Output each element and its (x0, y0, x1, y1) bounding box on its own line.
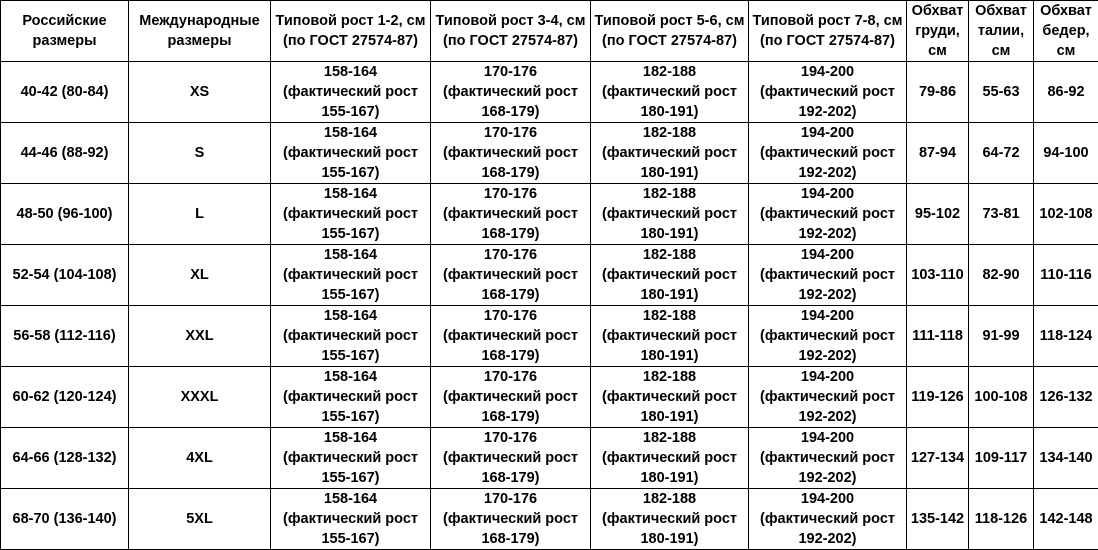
international-size-cell: XL (129, 245, 271, 306)
russian-size-cell: 40-42 (80-84) (1, 62, 129, 123)
cell-line: 180-191) (593, 407, 746, 427)
height-3-4-cell (431, 62, 591, 123)
header-height-1-2 (271, 1, 431, 62)
russian-size-cell: 64-66 (128-132) (1, 428, 129, 489)
header-line: груди, (909, 21, 966, 41)
header-line: Типовой рост 7-8, см (751, 11, 904, 31)
cell-line: 155-167) (273, 285, 428, 305)
international-size-cell: 4XL (129, 428, 271, 489)
cell-line: 180-191) (593, 346, 746, 366)
header-row (1, 1, 1098, 62)
cell-line: 155-167) (273, 224, 428, 244)
hip-girth-cell: 102-108 (1034, 184, 1098, 245)
header-line: Типовой рост 3-4, см (433, 11, 588, 31)
cell-line: 155-167) (273, 346, 428, 366)
international-size-cell: XXL (129, 306, 271, 367)
cell-line: 170-176 (433, 123, 588, 143)
hip-girth-cell: 94-100 (1034, 123, 1098, 184)
header-height-3-4 (431, 1, 591, 62)
header-line: Обхват (909, 1, 966, 21)
cell-line: 194-200 (751, 367, 904, 387)
cell-line: (фактический рост (751, 326, 904, 346)
header-international-sizes (129, 1, 271, 62)
header-height-5-6 (591, 1, 749, 62)
cell-line: 168-179) (433, 285, 588, 305)
cell-line: 158-164 (273, 245, 428, 265)
cell-line: (фактический рост (273, 509, 428, 529)
cell-line: 158-164 (273, 184, 428, 204)
cell-line: 155-167) (273, 407, 428, 427)
table-header (1, 1, 1098, 62)
height-1-2-cell (271, 62, 431, 123)
cell-line: (фактический рост (433, 387, 588, 407)
cell-line: (фактический рост (273, 143, 428, 163)
russian-size-cell: 48-50 (96-100) (1, 184, 129, 245)
chest-girth-cell: 135-142 (907, 489, 969, 550)
cell-line: 182-188 (593, 428, 746, 448)
cell-line: (фактический рост (593, 265, 746, 285)
height-3-4-cell (431, 123, 591, 184)
cell-line: 155-167) (273, 468, 428, 488)
cell-line: 180-191) (593, 529, 746, 549)
header-line: (по ГОСТ 27574-87) (273, 31, 428, 51)
table-row (1, 306, 1098, 367)
height-1-2-cell (271, 123, 431, 184)
height-1-2-cell (271, 306, 431, 367)
header-line: размеры (131, 31, 268, 51)
cell-line: 192-202) (751, 468, 904, 488)
cell-line: (фактический рост (751, 387, 904, 407)
height-3-4-cell (431, 306, 591, 367)
table-row (1, 489, 1098, 550)
cell-line: 192-202) (751, 102, 904, 122)
cell-line: (фактический рост (433, 448, 588, 468)
cell-line: 170-176 (433, 489, 588, 509)
cell-line: (фактический рост (433, 326, 588, 346)
russian-size-cell: 60-62 (120-124) (1, 367, 129, 428)
chest-girth-cell: 103-110 (907, 245, 969, 306)
height-5-6-cell (591, 306, 749, 367)
height-1-2-cell (271, 245, 431, 306)
height-3-4-cell (431, 245, 591, 306)
cell-line: 192-202) (751, 285, 904, 305)
cell-line: 170-176 (433, 62, 588, 82)
height-7-8-cell (749, 428, 907, 489)
cell-line: 170-176 (433, 245, 588, 265)
header-hip-girth (1034, 1, 1098, 62)
header-line: размеры (3, 31, 126, 51)
height-5-6-cell (591, 123, 749, 184)
cell-line: 194-200 (751, 62, 904, 82)
cell-line: (фактический рост (433, 265, 588, 285)
height-7-8-cell (749, 62, 907, 123)
cell-line: 158-164 (273, 306, 428, 326)
cell-line: (фактический рост (751, 509, 904, 529)
russian-size-cell: 56-58 (112-116) (1, 306, 129, 367)
header-line: бедер, (1036, 21, 1096, 41)
cell-line: 180-191) (593, 163, 746, 183)
russian-size-cell: 52-54 (104-108) (1, 245, 129, 306)
cell-line: (фактический рост (751, 204, 904, 224)
cell-line: 182-188 (593, 306, 746, 326)
cell-line: 168-179) (433, 346, 588, 366)
hip-girth-cell: 126-132 (1034, 367, 1098, 428)
cell-line: 182-188 (593, 62, 746, 82)
cell-line: 180-191) (593, 285, 746, 305)
header-russian-sizes (1, 1, 129, 62)
cell-line: (фактический рост (273, 448, 428, 468)
cell-line: (фактический рост (273, 265, 428, 285)
cell-line: 158-164 (273, 489, 428, 509)
cell-line: (фактический рост (751, 448, 904, 468)
international-size-cell: S (129, 123, 271, 184)
hip-girth-cell: 118-124 (1034, 306, 1098, 367)
cell-line: 182-188 (593, 184, 746, 204)
height-7-8-cell (749, 184, 907, 245)
cell-line: (фактический рост (273, 387, 428, 407)
cell-line: 194-200 (751, 184, 904, 204)
height-3-4-cell (431, 184, 591, 245)
waist-girth-cell: 109-117 (969, 428, 1034, 489)
cell-line: 194-200 (751, 428, 904, 448)
table-row (1, 123, 1098, 184)
russian-size-cell: 44-46 (88-92) (1, 123, 129, 184)
cell-line: (фактический рост (433, 82, 588, 102)
cell-line: 170-176 (433, 367, 588, 387)
cell-line: (фактический рост (751, 265, 904, 285)
cell-line: 182-188 (593, 123, 746, 143)
cell-line: 182-188 (593, 245, 746, 265)
height-7-8-cell (749, 306, 907, 367)
waist-girth-cell: 82-90 (969, 245, 1034, 306)
cell-line: 194-200 (751, 489, 904, 509)
chest-girth-cell: 87-94 (907, 123, 969, 184)
height-7-8-cell (749, 245, 907, 306)
cell-line: 192-202) (751, 163, 904, 183)
waist-girth-cell: 73-81 (969, 184, 1034, 245)
international-size-cell: XXXL (129, 367, 271, 428)
cell-line: 180-191) (593, 224, 746, 244)
international-size-cell: 5XL (129, 489, 271, 550)
cell-line: (фактический рост (593, 387, 746, 407)
height-1-2-cell (271, 428, 431, 489)
table-row (1, 245, 1098, 306)
cell-line: 158-164 (273, 367, 428, 387)
cell-line: 168-179) (433, 407, 588, 427)
cell-line: 182-188 (593, 367, 746, 387)
height-5-6-cell (591, 428, 749, 489)
height-7-8-cell (749, 367, 907, 428)
cell-line: (фактический рост (433, 509, 588, 529)
table-row (1, 428, 1098, 489)
cell-line: 192-202) (751, 224, 904, 244)
height-5-6-cell (591, 245, 749, 306)
cell-line: (фактический рост (751, 143, 904, 163)
header-line: Международные (131, 11, 268, 31)
height-5-6-cell (591, 62, 749, 123)
cell-line: (фактический рост (593, 204, 746, 224)
cell-line: 194-200 (751, 306, 904, 326)
cell-line: (фактический рост (593, 326, 746, 346)
cell-line: 170-176 (433, 306, 588, 326)
header-line: Типовой рост 1-2, см (273, 11, 428, 31)
cell-line: 158-164 (273, 62, 428, 82)
cell-line: 168-179) (433, 163, 588, 183)
cell-line: 168-179) (433, 224, 588, 244)
russian-size-cell: 68-70 (136-140) (1, 489, 129, 550)
cell-line: (фактический рост (433, 143, 588, 163)
header-line: Обхват (971, 1, 1031, 21)
cell-line: 170-176 (433, 184, 588, 204)
header-chest-girth (907, 1, 969, 62)
cell-line: (фактический рост (273, 204, 428, 224)
cell-line: (фактический рост (273, 82, 428, 102)
cell-line: 180-191) (593, 468, 746, 488)
international-size-cell: XS (129, 62, 271, 123)
header-line: см (1036, 41, 1096, 61)
header-line: талии, (971, 21, 1031, 41)
waist-girth-cell: 64-72 (969, 123, 1034, 184)
hip-girth-cell: 86-92 (1034, 62, 1098, 123)
height-5-6-cell (591, 489, 749, 550)
header-waist-girth (969, 1, 1034, 62)
height-7-8-cell (749, 123, 907, 184)
header-line: (по ГОСТ 27574-87) (433, 31, 588, 51)
cell-line: 192-202) (751, 407, 904, 427)
height-3-4-cell (431, 489, 591, 550)
cell-line: 168-179) (433, 529, 588, 549)
cell-line: 192-202) (751, 346, 904, 366)
chest-girth-cell: 127-134 (907, 428, 969, 489)
cell-line: (фактический рост (273, 326, 428, 346)
cell-line: 158-164 (273, 123, 428, 143)
hip-girth-cell: 134-140 (1034, 428, 1098, 489)
cell-line: 194-200 (751, 123, 904, 143)
cell-line: 194-200 (751, 245, 904, 265)
header-line: Российские (3, 11, 126, 31)
table-row (1, 62, 1098, 123)
waist-girth-cell: 118-126 (969, 489, 1034, 550)
cell-line: 192-202) (751, 529, 904, 549)
cell-line: (фактический рост (593, 82, 746, 102)
cell-line: (фактический рост (751, 82, 904, 102)
header-height-7-8 (749, 1, 907, 62)
hip-girth-cell: 142-148 (1034, 489, 1098, 550)
table-body (1, 62, 1098, 550)
height-1-2-cell (271, 489, 431, 550)
table-row (1, 184, 1098, 245)
cell-line: 168-179) (433, 468, 588, 488)
height-1-2-cell (271, 367, 431, 428)
header-line: Типовой рост 5-6, см (593, 11, 746, 31)
waist-girth-cell: 100-108 (969, 367, 1034, 428)
cell-line: 155-167) (273, 102, 428, 122)
cell-line: 155-167) (273, 529, 428, 549)
chest-girth-cell: 79-86 (907, 62, 969, 123)
cell-line: 168-179) (433, 102, 588, 122)
cell-line: 170-176 (433, 428, 588, 448)
waist-girth-cell: 91-99 (969, 306, 1034, 367)
cell-line: (фактический рост (593, 509, 746, 529)
height-3-4-cell (431, 367, 591, 428)
height-5-6-cell (591, 367, 749, 428)
height-3-4-cell (431, 428, 591, 489)
header-line: Обхват (1036, 1, 1096, 21)
chest-girth-cell: 119-126 (907, 367, 969, 428)
cell-line: (фактический рост (593, 448, 746, 468)
cell-line: (фактический рост (433, 204, 588, 224)
height-1-2-cell (271, 184, 431, 245)
waist-girth-cell: 55-63 (969, 62, 1034, 123)
cell-line: 182-188 (593, 489, 746, 509)
header-line: (по ГОСТ 27574-87) (593, 31, 746, 51)
hip-girth-cell: 110-116 (1034, 245, 1098, 306)
header-line: см (971, 41, 1031, 61)
chest-girth-cell: 95-102 (907, 184, 969, 245)
table-row (1, 367, 1098, 428)
header-line: см (909, 41, 966, 61)
cell-line: 180-191) (593, 102, 746, 122)
cell-line: 158-164 (273, 428, 428, 448)
cell-line: 155-167) (273, 163, 428, 183)
international-size-cell: L (129, 184, 271, 245)
height-7-8-cell (749, 489, 907, 550)
chest-girth-cell: 111-118 (907, 306, 969, 367)
height-5-6-cell (591, 184, 749, 245)
cell-line: (фактический рост (593, 143, 746, 163)
header-line: (по ГОСТ 27574-87) (751, 31, 904, 51)
